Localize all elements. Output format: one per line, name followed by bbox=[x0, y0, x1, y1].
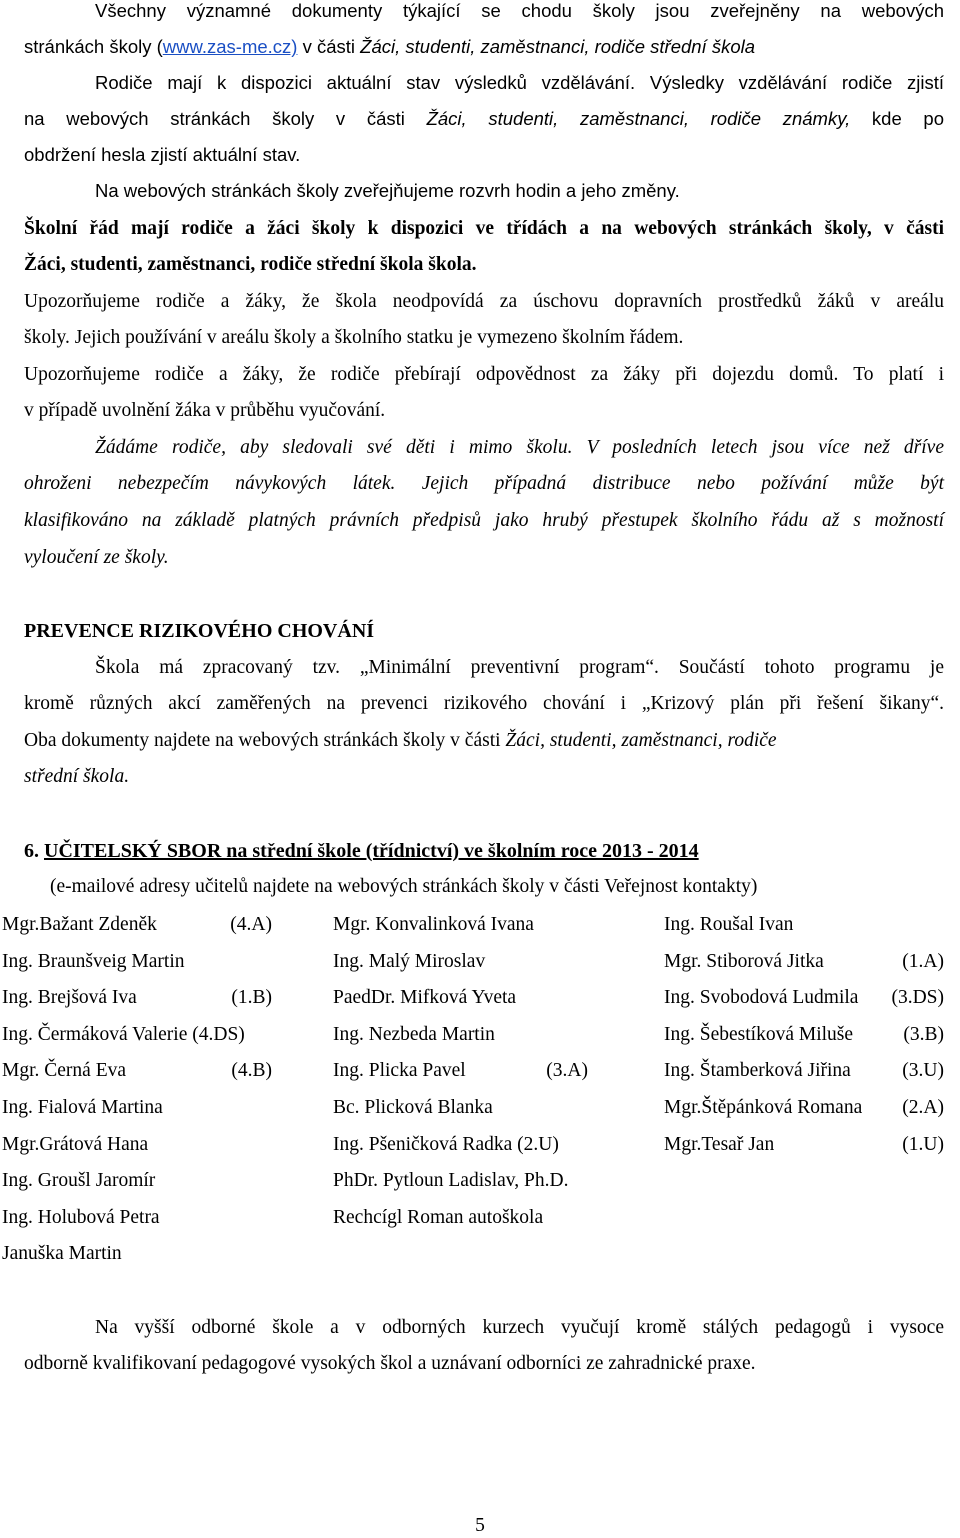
staff-email-note: (e-mailové adresy učitelů najdete na webových stránkách školy v části Veřejnost kontakty) bbox=[50, 876, 758, 897]
teacher-name: Mgr.Tesař Jan bbox=[664, 1134, 775, 1155]
substances-line-4: vyloučení ze školy. bbox=[24, 547, 169, 568]
vos-line-2: odborně kvalifikovaní pedagogové vysokých škol a uznávaní odborníci ze zahradnické praxe. bbox=[24, 1353, 756, 1374]
teacher-name: Ing. Nezbeda Martin bbox=[333, 1024, 495, 1045]
vehicles-line-2: školy. Jejich používání v areálu školy a školního statku je vymezeno školním řádem. bbox=[24, 327, 684, 348]
teacher-name: Ing. Šebestíková Miluše bbox=[664, 1024, 854, 1045]
website-section-name: Žáci, studenti, zaměstnanci, rodiče bbox=[505, 730, 777, 751]
teacher-name: Mgr. Stiborová Jitka bbox=[664, 951, 824, 972]
teacher-name: Ing. Roušal Ivan bbox=[664, 914, 794, 935]
teacher-name: Bc. Plicková Blanka bbox=[333, 1097, 493, 1118]
class-assignment: (3.A) bbox=[546, 1060, 588, 1081]
teacher-name: Ing. Brejšová Iva bbox=[2, 987, 137, 1008]
vos-line-1: Na vyšší odborné škole a v odborných kurzech vyučují kromě stálých pedagogů i vysoce bbox=[95, 1317, 944, 1338]
teacher-name: Januška Martin bbox=[2, 1243, 122, 1264]
class-assignment: (1.U) bbox=[902, 1134, 944, 1155]
teacher-name: Ing. Fialová Martina bbox=[2, 1097, 163, 1118]
class-assignment: (4.A) bbox=[230, 914, 272, 935]
teacher-name: Ing. Pšeničková Radka (2.U) bbox=[333, 1134, 559, 1155]
teacher-name: Ing. Braunšveig Martin bbox=[2, 951, 185, 972]
class-assignment: (1.B) bbox=[231, 987, 272, 1008]
staff-heading-row bbox=[24, 838, 944, 864]
responsibility-line-1: Upozorňujeme rodiče a žáky, že rodiče přebírají odpovědnost za žáky při dojezdu domů. To platí i bbox=[24, 364, 944, 385]
teacher-name: Mgr. Konvalinková Ivana bbox=[333, 914, 534, 935]
teacher-name: PaedDr. Mifková Yveta bbox=[333, 987, 517, 1008]
text-fragment: kde po bbox=[850, 108, 944, 129]
timetable-line: Na webových stránkách školy zveřejňujeme rozvrh hodin a jeho změny. bbox=[95, 180, 680, 201]
class-assignment: (3.B) bbox=[903, 1024, 944, 1045]
school-website-link[interactable]: www.zas-me.cz) bbox=[162, 36, 298, 57]
results-line-2 bbox=[24, 106, 944, 132]
teacher-name: Ing. Čermáková Valerie (4.DS) bbox=[2, 1024, 245, 1045]
teacher-name: Mgr.Bažant Zdeněk bbox=[2, 914, 157, 935]
teacher-name: Ing. Holubová Petra bbox=[2, 1207, 160, 1228]
text-fragment: na webových stránkách školy v části bbox=[24, 108, 427, 129]
class-assignment: (3.DS) bbox=[891, 987, 944, 1008]
prevention-line-1: Škola má zpracovaný tzv. „Minimální preventivní program“. Součástí tohoto programu je bbox=[95, 657, 944, 678]
text-fragment: v části bbox=[297, 36, 361, 57]
substances-line-1: Žádáme rodiče, aby sledovali své děti i mimo školu. V posledních letech jsou více než dříve bbox=[95, 437, 944, 458]
page-number: 5 bbox=[475, 1515, 485, 1536]
vehicles-line-1: Upozorňujeme rodiče a žáky, že škola neodpovídá za úschovu dopravních prostředků žáků v areálu bbox=[24, 291, 944, 312]
results-line-1: Rodiče mají k dispozici aktuální stav výsledků vzdělávání. Výsledky vzdělávání rodiče zjistí bbox=[95, 72, 944, 93]
documents-published-line-2 bbox=[24, 34, 944, 60]
class-assignment: (1.A) bbox=[902, 951, 944, 972]
teacher-name: Rechcígl Roman autoškola bbox=[333, 1207, 544, 1228]
class-assignment: (3.U) bbox=[902, 1060, 944, 1081]
teacher-name: Ing. Svobodová Ludmila bbox=[664, 987, 859, 1008]
staff-heading: UČITELSKÝ SBOR na střední škole (třídnictví) ve školním roce 2013 - 2014 bbox=[44, 840, 699, 862]
documents-published-line-1: Všechny významné dokumenty týkající se chodu školy jsou zveřejněny na webových bbox=[95, 0, 944, 21]
class-assignment: (4.B) bbox=[231, 1060, 272, 1081]
section-number: 6. bbox=[24, 840, 39, 862]
results-line-3: obdržení hesla zjistí aktuální stav. bbox=[24, 144, 301, 165]
teacher-name: Ing. Malý Miroslav bbox=[333, 951, 486, 972]
teacher-name: PhDr. Pytloun Ladislav, Ph.D. bbox=[333, 1170, 569, 1191]
teacher-name: Ing. Plicka Pavel bbox=[333, 1060, 466, 1081]
teacher-name: Ing. Groušl Jaromír bbox=[2, 1170, 156, 1191]
teacher-name: Ing. Štamberková Jiřina bbox=[664, 1060, 851, 1081]
school-rules-line-1: Školní řád mají rodiče a žáci školy k dispozici ve třídách a na webových stránkách školy, v části bbox=[24, 218, 944, 239]
responsibility-line-2: v případě uvolnění žáka v průběhu vyučování. bbox=[24, 400, 386, 421]
teacher-name: Mgr. Černá Eva bbox=[2, 1060, 127, 1081]
text-fragment: stránkách školy ( bbox=[24, 36, 163, 57]
teacher-name: Mgr.Grátová Hana bbox=[2, 1134, 149, 1155]
substances-line-3: klasifikováno na základě platných právních předpisů jako hrubý přestupek školního řádu až s možností bbox=[24, 510, 944, 531]
teacher-name: Mgr.Štěpánková Romana bbox=[664, 1097, 863, 1118]
prevention-heading: PREVENCE RIZIKOVÉHO CHOVÁNÍ bbox=[24, 620, 375, 642]
website-section-name: Žáci, studenti, zaměstnanci, rodiče známky, bbox=[426, 108, 851, 129]
prevention-line-4: střední škola. bbox=[24, 766, 130, 787]
class-assignment: (2.A) bbox=[902, 1097, 944, 1118]
prevention-line-3 bbox=[24, 728, 944, 754]
prevention-line-2: kromě různých akcí zaměřených na prevenci rizikového chování i „Krizový plán při řešení šikany“. bbox=[24, 693, 944, 714]
substances-line-2: ohroženi nebezpečím návykových látek. Jejich případná distribuce nebo požívání může být bbox=[24, 473, 944, 494]
text-fragment: Oba dokumenty najdete na webových stránkách školy v části bbox=[24, 730, 506, 751]
website-section-name: Žáci, studenti, zaměstnanci, rodiče střední škola bbox=[360, 36, 756, 57]
school-rules-line-2: Žáci, studenti, zaměstnanci, rodiče střední škola škola. bbox=[24, 254, 477, 275]
